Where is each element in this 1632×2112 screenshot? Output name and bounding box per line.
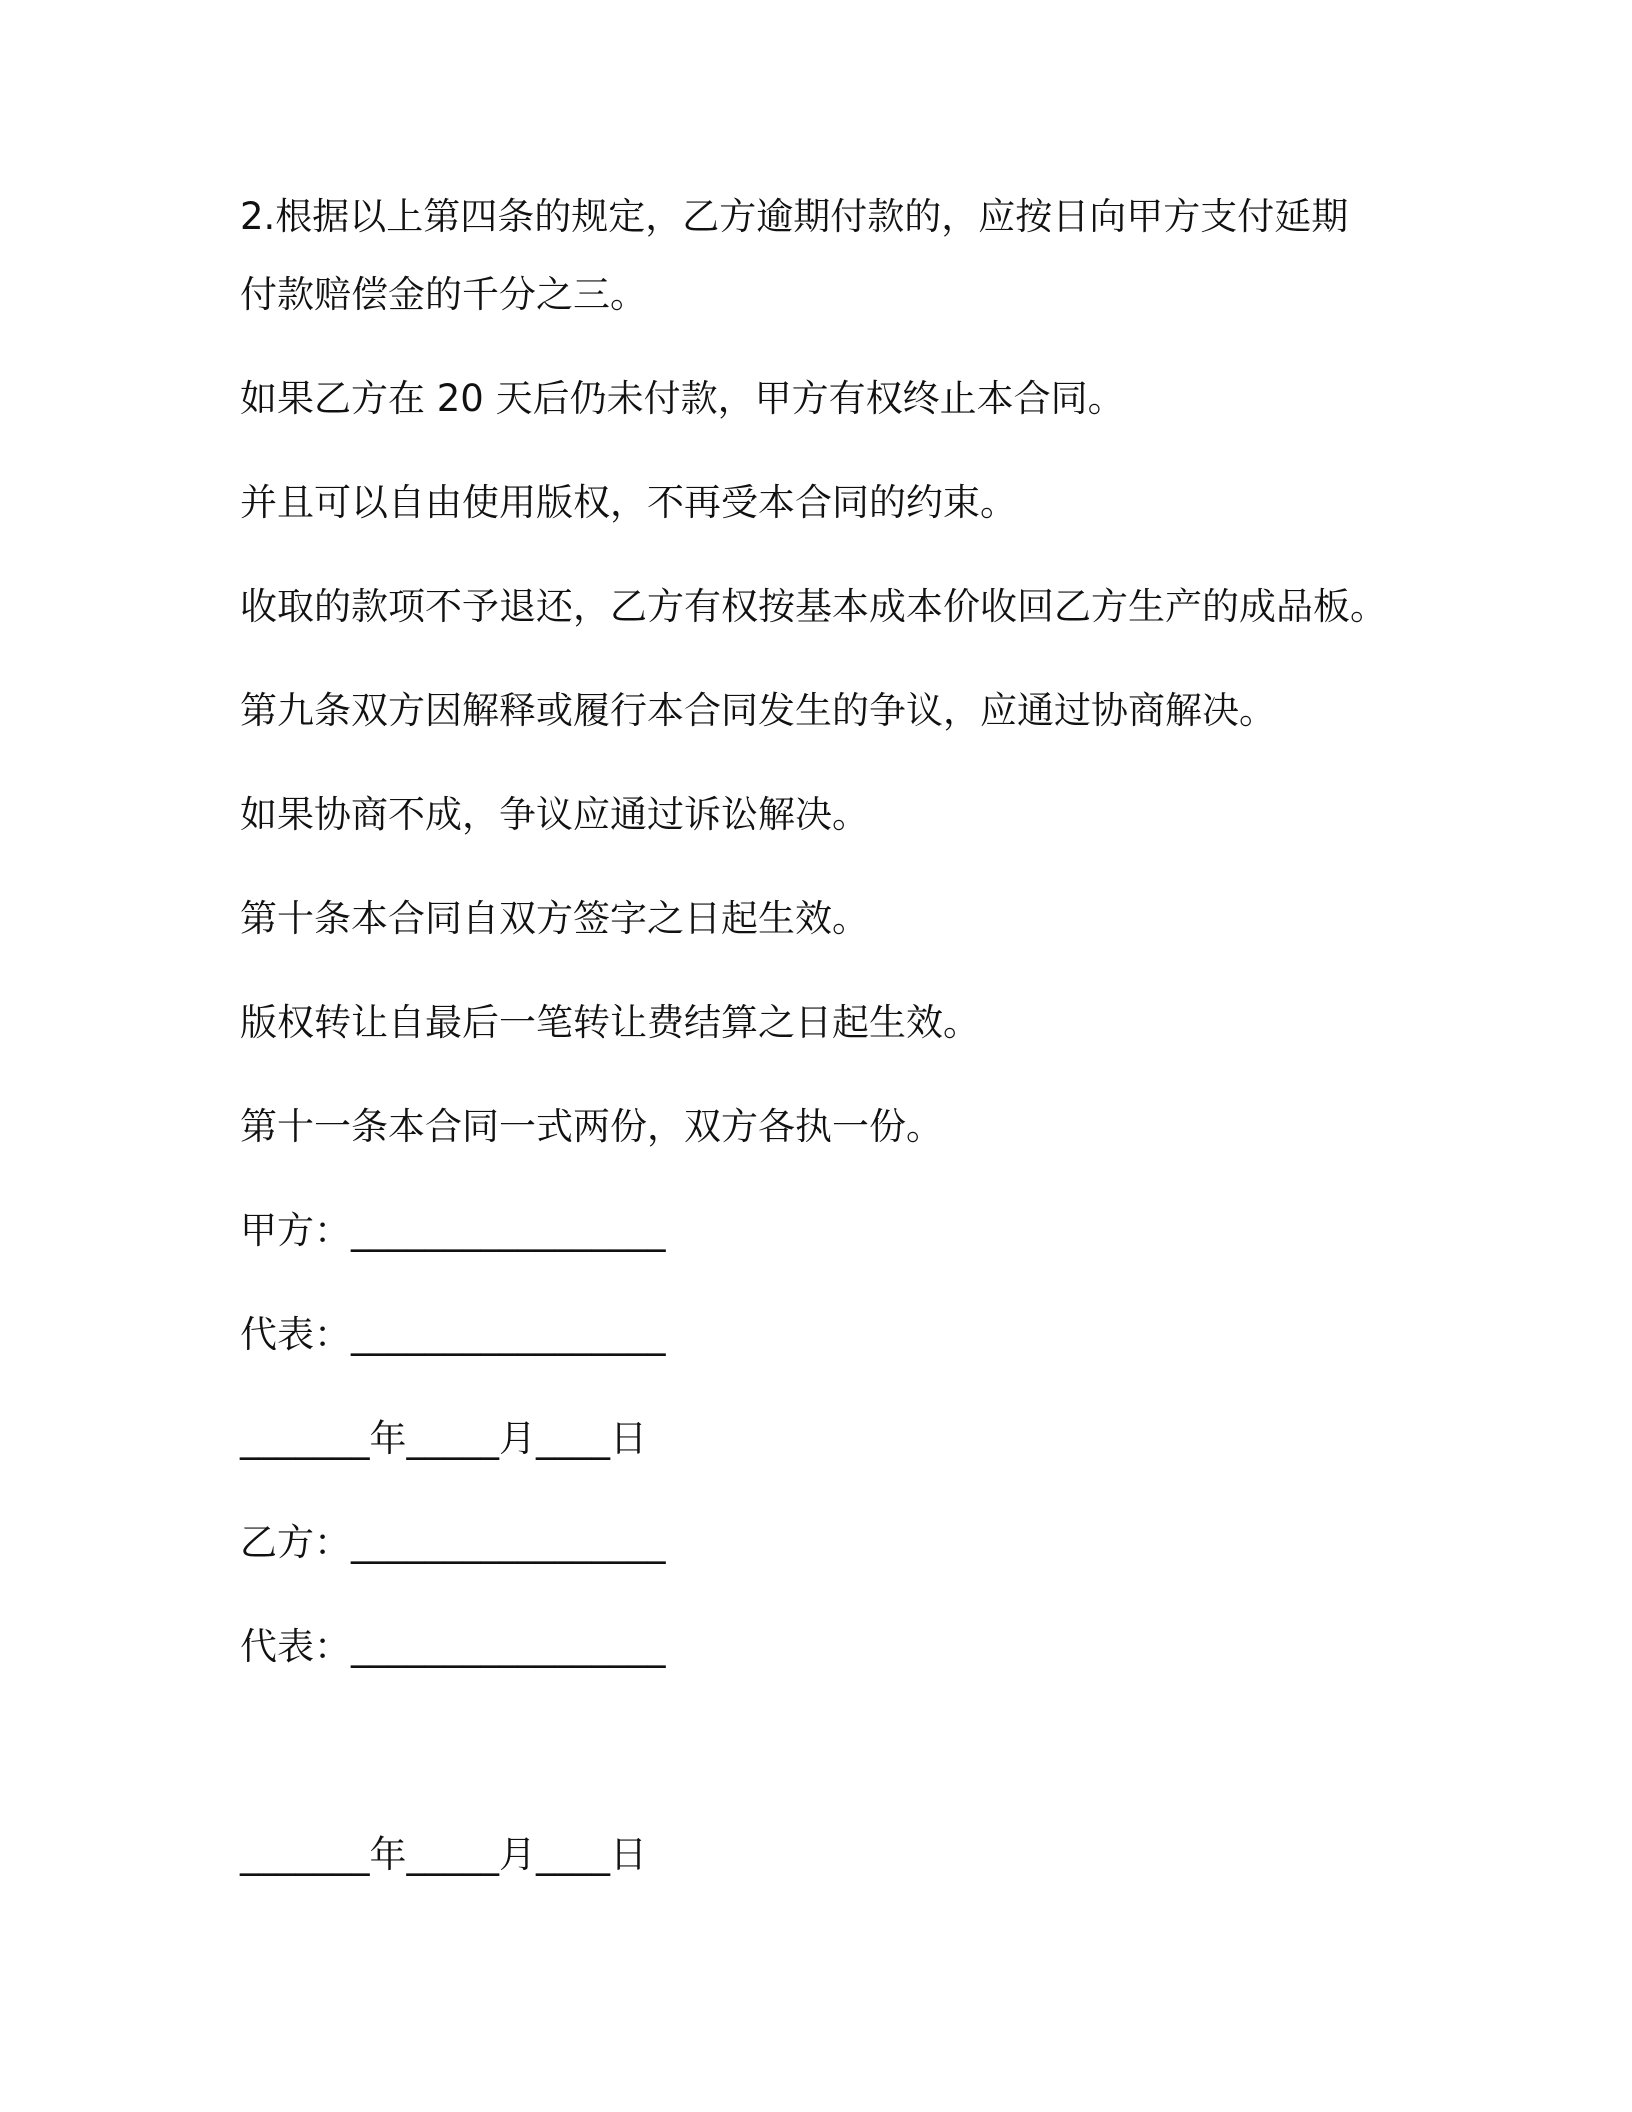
article-11-copies: 第十一条本合同一式两份，双方各执一份。 xyxy=(240,1105,943,1148)
article-10-transfer-effective: 版权转让自最后一笔转让费结算之日起生效。 xyxy=(240,1001,980,1044)
party-b-representative-line: 代表：_________________ xyxy=(240,1625,666,1668)
party-a-date-line: _______年_____月____日 xyxy=(240,1417,647,1460)
clause-no-refund: 收取的款项不予退还，乙方有权按基本成本价收回乙方生产的成品板。 xyxy=(240,585,1387,628)
party-b-date-line: _______年_____月____日 xyxy=(240,1833,647,1876)
article-9-litigation: 如果协商不成，争议应通过诉讼解决。 xyxy=(240,793,869,836)
party-b-signature-line: 乙方：_________________ xyxy=(240,1521,666,1564)
party-a-signature-line: 甲方：_________________ xyxy=(240,1209,666,1252)
article-10-effective: 第十条本合同自双方签字之日起生效。 xyxy=(240,897,869,940)
article-9-dispute: 第九条双方因解释或履行本合同发生的争议，应通过协商解决。 xyxy=(240,689,1276,732)
clause-late-payment-line-1: 2.根据以上第四条的规定，乙方逾期付款的，应按日向甲方支付延期 xyxy=(240,195,1349,238)
party-a-representative-line: 代表：_________________ xyxy=(240,1313,666,1356)
clause-late-payment-line-2: 付款赔偿金的千分之三。 xyxy=(240,273,647,316)
clause-copyright-use: 并且可以自由使用版权，不再受本合同的约束。 xyxy=(240,481,1017,524)
clause-termination: 如果乙方在 20 天后仍未付款，甲方有权终止本合同。 xyxy=(240,377,1125,420)
